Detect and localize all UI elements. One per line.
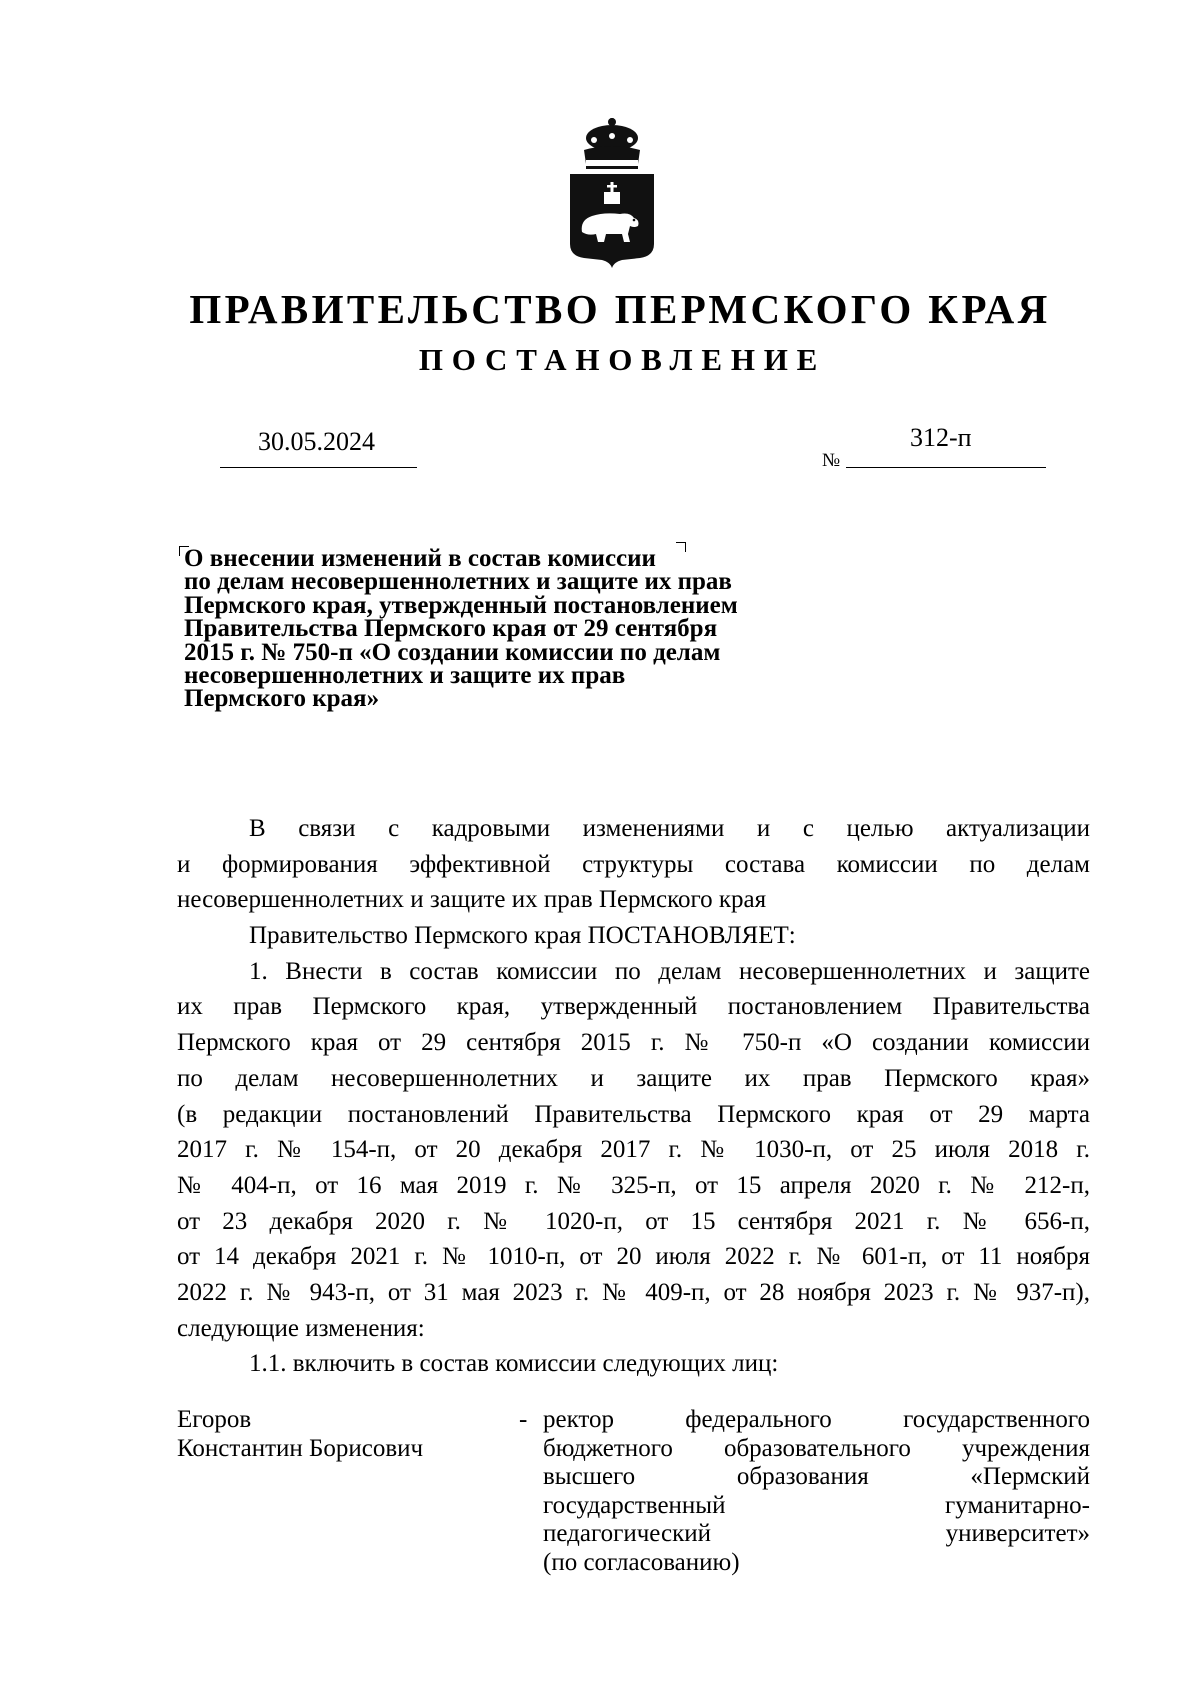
title-line: 2015 г. № 750-п «О создании комиссии по делам [184,638,721,666]
member-role-line: бюджетного образовательного учреждения [543,1434,1090,1462]
member-role-line: ректор федерального государственного [543,1406,1090,1433]
item-1-line: № 404-п, от 16 мая 2019 г. № 325-п, от 15 апреля 2020 г. № 212-п, [177,1171,1090,1199]
number-sign: № [822,450,841,471]
item-1-line: (в редакции постановлений Правительства Пермского края от 29 марта [177,1100,1090,1128]
title-line: Пермского края, утвержденный постановлением [184,591,738,619]
item-1-line: 2017 г. № 154-п, от 20 декабря 2017 г. № 1030-п, от 25 июля 2018 г. [177,1136,1090,1164]
title-line: О внесении изменений в состав комиссии [184,545,656,572]
member-role-line: педагогический университет» [543,1520,1090,1547]
item-1-line: Пермского края от 29 сентября 2015 г. № 750-п «О создании комиссии [177,1029,1090,1057]
item-1-line: по делам несовершеннолетних и защите их прав Пермского края» [177,1064,1090,1092]
preamble-line: и формирования эффективной структуры состава комиссии по делам [177,850,1090,878]
title-line: Пермского края» [184,685,380,713]
organization-name: ПРАВИТЕЛЬСТВО ПЕРМСКОГО КРАЯ [189,286,1051,332]
number-underline [846,467,1046,468]
member-role-line: (по согласованию) [543,1548,740,1576]
member-given-names: Константин Борисович [177,1434,424,1462]
preamble-line: несовершеннолетних и защите их прав Пермского края [177,886,767,914]
member-name [177,1406,423,1463]
body-text [177,811,1090,1382]
item-1-line: 1. Внести в состав комиссии по делам несовершеннолетних и защите [249,957,1090,985]
decree-line: Правительство Пермского края ПОСТАНОВЛЯЕТ: [249,922,796,950]
document-type: ПОСТАНОВЛЕНИЕ [418,342,827,377]
preamble-line: В связи с кадровыми изменениями и с целью актуализации [249,815,1090,842]
title-line: по делам несовершеннолетних и защите их прав [184,568,732,596]
item-1-line: от 23 декабря 2020 г. № 1020-п, от 15 сентября 2021 г. № 656-п, [177,1207,1090,1235]
member-surname: Егоров [177,1406,252,1433]
item-1-line: 2022 г. № 943-п, от 31 мая 2023 г. № 409-п, от 28 ноября 2023 г. № 937-п), [177,1278,1090,1306]
member-dash: - [519,1406,528,1433]
coat-of-arms-icon [564,116,660,270]
item-1-line: следующие изменения: [177,1314,425,1342]
member-role [543,1406,1090,1577]
item-1-line: от 14 декабря 2021 г. № 1010-п, от 20 июля 2022 г. № 601-п, от 11 ноября [177,1243,1090,1271]
item-1-1-line: 1.1. включить в состав комиссии следующих лиц: [249,1350,779,1378]
document-title [184,547,884,711]
document-number: 312-п [910,423,972,452]
item-1-line: их прав Пермского края, утвержденный постановлением Правительства [177,993,1090,1021]
member-role-line: высшего образования «Пермский [543,1463,1090,1490]
document-date: 30.05.2024 [258,427,375,456]
title-line: Правительства Пермского края от 29 сентября [184,615,718,643]
member-role-line: государственный гуманитарно- [543,1491,1090,1519]
title-line: несовершеннолетних и защите их прав [184,662,626,690]
date-underline [220,467,417,468]
